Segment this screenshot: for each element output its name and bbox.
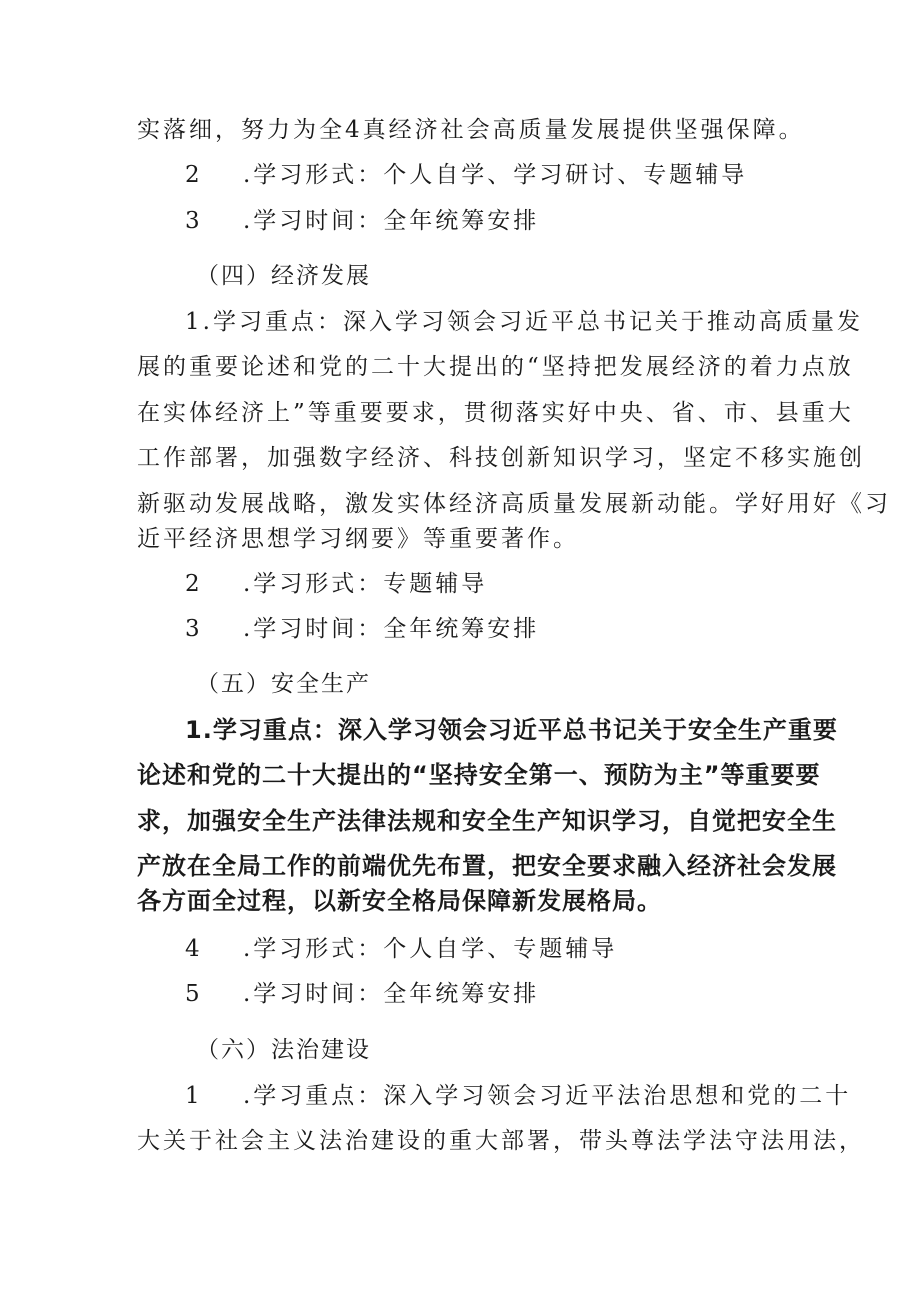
paragraph-line: 论述和党的二十大提出的“坚持安全第一、预防为主”等重要要 xyxy=(137,761,821,789)
section-heading: （四）经济发展 xyxy=(196,263,371,289)
study-form-item xyxy=(185,160,747,190)
paragraph-line: 各方面全过程，以新安全格局保障新发展格局。 xyxy=(137,887,662,915)
item-text: .学习时间：全年统筹安排 xyxy=(243,616,540,642)
paragraph-line: 大关于社会主义法治建设的重大部署，带头尊法学法守法用法， xyxy=(137,1128,865,1154)
section-heading: （六）法治建设 xyxy=(196,1037,371,1063)
item-number: 4 xyxy=(185,936,200,962)
item-number: 3 xyxy=(185,616,200,642)
study-form-item xyxy=(185,569,487,599)
item-number: 2 xyxy=(185,162,200,188)
item-number: 3 xyxy=(185,208,200,234)
paragraph-line: 近平经济思想学习纲要》等重要著作。 xyxy=(137,526,579,552)
paragraph-line: 新驱动发展战略，激发实体经济高质量发展新动能。学好用好《习 xyxy=(137,491,891,517)
paragraph-line: 产放在全局工作的前端优先布置，把安全要求融入经济社会发展 xyxy=(137,852,837,880)
item-text: .学习时间：全年统筹安排 xyxy=(243,981,540,1007)
paragraph-line: 求，加强安全生产法律法规和安全生产知识学习，自觉把安全生 xyxy=(137,807,837,835)
study-time-item xyxy=(185,979,539,1009)
study-time-item xyxy=(185,614,539,644)
paragraph-line: 实落细，努力为全4真经济社会高质量发展提供坚强保障。 xyxy=(137,117,805,143)
study-form-item xyxy=(185,934,617,964)
study-time-item xyxy=(185,206,539,236)
item-number: 2 xyxy=(185,571,200,597)
item-number: 1 xyxy=(185,1083,200,1109)
paragraph-line: 在实体经济上”等重要要求，贯彻落实好中央、省、市、县重大 xyxy=(137,400,854,426)
paragraph-line: 工作部署，加强数字经济、科技创新知识学习，坚定不移实施创 xyxy=(137,445,865,471)
paragraph-line: 展的重要论述和党的二十大提出的“坚持把发展经济的着力点放 xyxy=(137,354,854,380)
paragraph-line: 1.学习重点：深入学习领会习近平总书记关于安全生产重要 xyxy=(185,716,838,744)
item-text: .学习重点：深入学习领会习近平法治思想和党的二十 xyxy=(243,1083,852,1109)
item-text: .学习形式：个人自学、专题辅导 xyxy=(243,936,618,962)
paragraph-line: 1.学习重点：深入学习领会习近平总书记关于推动高质量发 xyxy=(185,309,863,335)
item-text: .学习形式：个人自学、学习研讨、专题辅导 xyxy=(243,162,748,188)
study-focus-item xyxy=(185,1081,851,1111)
item-text: .学习形式：专题辅导 xyxy=(243,571,488,597)
section-heading: （五）安全生产 xyxy=(196,671,371,697)
item-number: 5 xyxy=(185,981,200,1007)
item-text: .学习时间：全年统筹安排 xyxy=(243,208,540,234)
